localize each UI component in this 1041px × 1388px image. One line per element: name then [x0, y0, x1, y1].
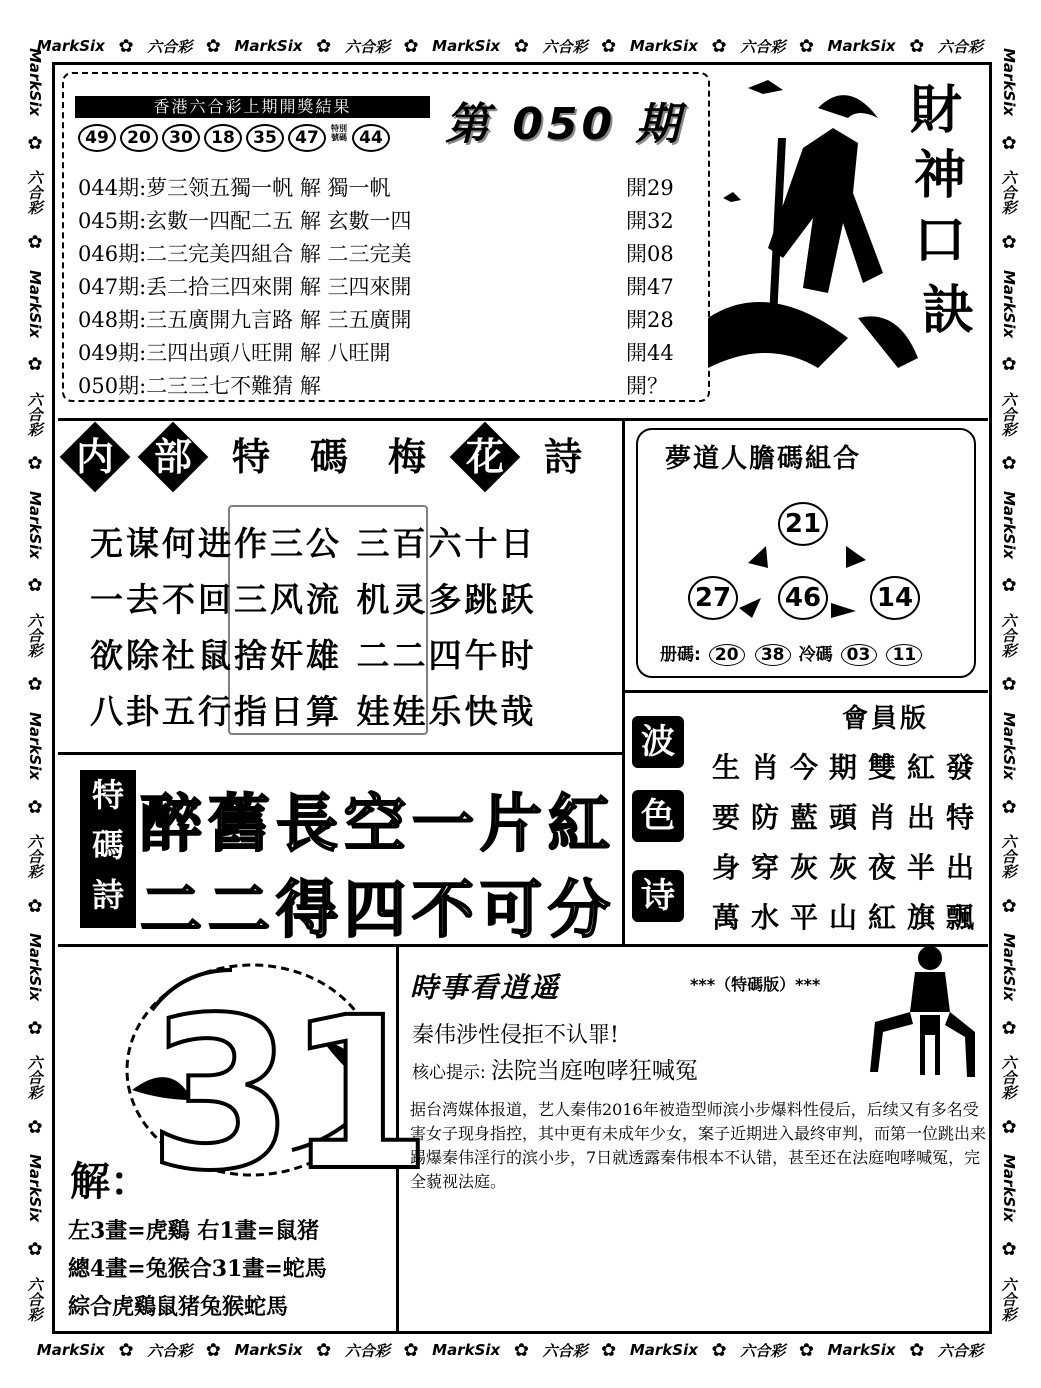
poem-line: 一去不回三风流 机灵多跳跃	[90, 580, 537, 619]
brand-text: MarkSix	[1000, 711, 1018, 781]
brand-cn: 六合彩	[344, 1341, 390, 1360]
special-ball: 44	[352, 124, 390, 152]
history-result: 開32	[626, 209, 674, 233]
cold-number: 11	[886, 644, 922, 666]
history-text: 047期:丢二拾三四來開 解 三四來開	[78, 275, 412, 299]
decode-line: 左3畫=虎鷄 右1畫=鼠猪	[68, 1218, 320, 1244]
history-text: 050期:二三三七不難猜 解	[78, 374, 321, 398]
results-balls	[78, 124, 390, 152]
lady-illustration	[870, 940, 980, 1080]
combo-ball-left: 27	[688, 576, 738, 620]
history-result: 開？	[626, 374, 668, 398]
combo-ball-right: 14	[870, 576, 920, 620]
flower-icon: ✿	[1001, 575, 1017, 597]
history-text: 044期:萝三领五獨一帆 解 獨一帆	[78, 176, 391, 200]
result-ball: 18	[204, 124, 242, 152]
tema-line: 醉舊長空一片紅	[140, 787, 617, 860]
results-title: 香港六合彩上期開獎結果	[75, 96, 430, 118]
brand-cn: 六合彩	[999, 1055, 1018, 1101]
arrow-icon	[739, 598, 761, 618]
hot-number: 38	[755, 644, 791, 666]
decode-line: 綜合虎鷄鼠猪兔猴蛇馬	[68, 1294, 289, 1320]
bottom-border	[30, 1336, 990, 1364]
flower-icon: ✿	[1001, 674, 1017, 696]
flower-icon: ✿	[27, 231, 43, 253]
flower-icon: ✿	[1001, 796, 1017, 818]
brand-cn: 六合彩	[542, 37, 588, 56]
history-result: 開28	[626, 308, 674, 332]
brand-cn: 六合彩	[740, 1341, 786, 1360]
history-row	[78, 205, 698, 238]
flower-icon: ✿	[27, 895, 43, 917]
divider	[58, 418, 988, 421]
history-row	[78, 304, 698, 337]
hot-number: 20	[709, 644, 745, 666]
flower-icon: ✿	[27, 575, 43, 597]
combo-title: 夢道人膽碼組合	[665, 444, 862, 474]
flower-icon: ✿	[118, 1339, 134, 1361]
flower-icon: ✿	[205, 35, 221, 57]
brand-text: MarkSix	[26, 711, 44, 781]
result-ball: 49	[78, 124, 116, 152]
news-body: 据台湾媒体报道，艺人秦伟2016年被造型师滨小步爆料性侵后，后续又有多名受害女子现身指控，其中更有未成年少女，案子近期进入最终审判，而第一位跳出来踢爆秦伟淫行的滨小步，7日就透露秦伟根本不认错，甚至还在法庭咆哮喊冤，完全藐视法庭。	[410, 1100, 987, 1191]
brand-text: MarkSix	[1000, 1154, 1018, 1223]
brand-cn: 六合彩	[344, 37, 390, 56]
top-border	[30, 32, 990, 60]
flower-icon: ✿	[513, 35, 529, 57]
flower-icon: ✿	[909, 1339, 925, 1361]
hero-title-char: 口	[913, 210, 967, 271]
divider	[58, 752, 624, 755]
flower-icon: ✿	[798, 35, 814, 57]
brand-cn: 六合彩	[937, 1341, 983, 1360]
divider	[622, 418, 625, 944]
wave-line: 生肖今期雙紅發	[712, 751, 986, 784]
news-title: 時事看逍遥	[410, 971, 561, 1004]
left-border	[18, 40, 52, 1330]
brand-text: MarkSix	[432, 37, 501, 55]
wave-tag: 色	[632, 790, 684, 842]
result-ball: 47	[288, 124, 326, 152]
brand-cn: 六合彩	[999, 834, 1018, 880]
hint-text: 法院当庭咆哮狂喊冤	[490, 1058, 698, 1084]
brand-text: MarkSix	[1000, 490, 1018, 559]
hero-title-char: 財	[909, 80, 963, 141]
decode-number: 31	[148, 972, 425, 1217]
history-row	[78, 172, 698, 205]
history-row	[78, 238, 698, 271]
brand-cn: 六合彩	[999, 612, 1018, 658]
flower-icon: ✿	[316, 35, 332, 57]
flower-icon: ✿	[601, 35, 617, 57]
poem-title-char: 碼	[309, 434, 348, 479]
flower-icon: ✿	[27, 796, 43, 818]
flower-icon: ✿	[1001, 1017, 1017, 1039]
history-text: 046期:二三完美四組合 解 二三完美	[78, 242, 412, 266]
brand-text: MarkSix	[26, 1154, 44, 1223]
poem-line: 无谋何进作三公 三百六十日	[90, 524, 537, 563]
history-result: 開44	[626, 341, 674, 365]
history-text: 048期:三五廣開九言路 解 三五廣開	[78, 308, 412, 332]
flower-icon: ✿	[1001, 895, 1017, 917]
combo-ball-mid: 46	[778, 576, 828, 620]
wave-tag: 波	[632, 716, 684, 768]
brand-cn: 六合彩	[25, 1276, 44, 1322]
wave-tag: 诗	[632, 870, 684, 922]
wave-line: 萬水平山紅旗飄	[712, 901, 986, 934]
brand-text: MarkSix	[827, 37, 896, 55]
decode-label: 解：	[70, 1158, 150, 1205]
poem-title-char: 特	[231, 434, 270, 479]
news-hint	[412, 1052, 698, 1085]
poem-title-char: 部	[138, 422, 209, 493]
flower-icon: ✿	[513, 1339, 529, 1361]
brand-text: MarkSix	[1000, 48, 1018, 117]
brand-cn: 六合彩	[542, 1341, 588, 1360]
brand-text: MarkSix	[234, 1341, 303, 1359]
brand-text: MarkSix	[26, 48, 44, 117]
flower-icon: ✿	[27, 674, 43, 696]
flower-icon: ✿	[1001, 231, 1017, 253]
divider	[624, 690, 988, 693]
flower-icon: ✿	[1001, 132, 1017, 154]
brand-text: MarkSix	[26, 269, 44, 338]
history-row	[78, 337, 698, 370]
brand-text: MarkSix	[432, 1341, 501, 1359]
flower-icon: ✿	[27, 132, 43, 154]
brand-cn: 六合彩	[147, 37, 193, 56]
brand-cn: 六合彩	[25, 1055, 44, 1101]
special-number-tag: 特別號碼	[331, 124, 347, 142]
brand-text: MarkSix	[1000, 269, 1018, 338]
brand-text: MarkSix	[234, 37, 303, 55]
flower-icon: ✿	[27, 453, 43, 475]
history-row	[78, 271, 698, 304]
brand-cn: 六合彩	[25, 391, 44, 437]
cold-label: 冷碼	[798, 645, 833, 665]
tema-line: 二二得四不可分	[140, 873, 617, 946]
arrow-icon	[831, 603, 856, 618]
flower-icon: ✿	[403, 35, 419, 57]
hero-title-char: 訣	[921, 280, 975, 341]
result-ball: 35	[246, 124, 284, 152]
brand-cn: 六合彩	[999, 391, 1018, 437]
flower-icon: ✿	[118, 35, 134, 57]
warrior-illustration	[708, 68, 988, 398]
cold-number: 03	[841, 644, 877, 666]
period-number: 第 050 期	[445, 99, 684, 150]
brand-cn: 六合彩	[25, 834, 44, 880]
brand-text: MarkSix	[1000, 933, 1018, 1002]
poem-title-char: 花	[450, 422, 521, 493]
history-result: 開29	[626, 176, 674, 200]
flower-icon: ✿	[1001, 453, 1017, 475]
poem-title-char: 詩	[543, 434, 582, 479]
history-row	[78, 370, 698, 403]
flower-icon: ✿	[403, 1339, 419, 1361]
arrow-icon	[846, 546, 866, 568]
member-label: 會員版	[842, 704, 930, 734]
history-result: 開47	[626, 275, 674, 299]
flower-icon: ✿	[1001, 1239, 1017, 1261]
brand-cn: 六合彩	[937, 37, 983, 56]
brand-text: MarkSix	[629, 37, 698, 55]
flower-icon: ✿	[27, 354, 43, 376]
wave-line: 身穿灰灰夜半出	[712, 851, 986, 884]
brand-cn: 六合彩	[740, 37, 786, 56]
combo-ball-top: 21	[778, 502, 828, 546]
brand-cn: 六合彩	[999, 170, 1018, 216]
brand-text: MarkSix	[629, 1341, 698, 1359]
flower-icon: ✿	[798, 1339, 814, 1361]
poem-line: 欲除社鼠捨奸雄 二二四午时	[90, 636, 537, 675]
tema-tag: 特 碼 詩	[80, 770, 136, 928]
history-text: 045期:玄數一四配二五 解 玄數一四	[78, 209, 412, 233]
decode-line: 總4畫=兔猴合31畫=蛇馬	[68, 1256, 327, 1282]
history-text: 049期:三四出頭八旺開 解 八旺開	[78, 341, 391, 365]
brand-cn: 六合彩	[25, 170, 44, 216]
brand-cn: 六合彩	[147, 1341, 193, 1360]
brand-text: MarkSix	[36, 1341, 105, 1359]
brand-text: MarkSix	[827, 1341, 896, 1359]
result-ball: 20	[120, 124, 158, 152]
brand-text: MarkSix	[36, 37, 105, 55]
hot-label: 册碼:	[660, 645, 701, 665]
flower-icon: ✿	[1001, 1116, 1017, 1138]
flower-icon: ✿	[1001, 354, 1017, 376]
poem-line: 八卦五行指日算 娃娃乐快哉	[90, 692, 537, 731]
result-ball: 30	[162, 124, 200, 152]
flower-icon: ✿	[601, 1339, 617, 1361]
news-headline: 秦伟涉性侵拒不认罪!	[412, 1023, 619, 1048]
flower-icon: ✿	[27, 1116, 43, 1138]
brand-text: MarkSix	[26, 933, 44, 1002]
flower-icon: ✿	[205, 1339, 221, 1361]
brand-cn: 六合彩	[999, 1276, 1018, 1322]
flower-icon: ✿	[316, 1339, 332, 1361]
flower-icon: ✿	[909, 35, 925, 57]
right-border	[992, 40, 1026, 1330]
flower-icon: ✿	[27, 1239, 43, 1261]
flower-icon: ✿	[711, 35, 727, 57]
brand-text: MarkSix	[26, 490, 44, 559]
arrow-icon	[748, 546, 768, 568]
wave-line: 要防藍頭肖出特	[712, 801, 986, 834]
flower-icon: ✿	[27, 1017, 43, 1039]
flower-icon: ✿	[711, 1339, 727, 1361]
poem-title	[70, 432, 588, 482]
poem-title-char: 内	[60, 422, 131, 493]
history-list	[78, 172, 698, 403]
hint-label: 核心提示:	[412, 1063, 486, 1083]
history-result: 開08	[626, 242, 674, 266]
hot-cold-numbers	[660, 640, 924, 666]
brand-cn: 六合彩	[25, 612, 44, 658]
poem-title-char: 梅	[387, 434, 426, 479]
news-subtitle: ***（特碼版）***	[690, 975, 821, 994]
hero-title-char: 神	[913, 145, 967, 206]
